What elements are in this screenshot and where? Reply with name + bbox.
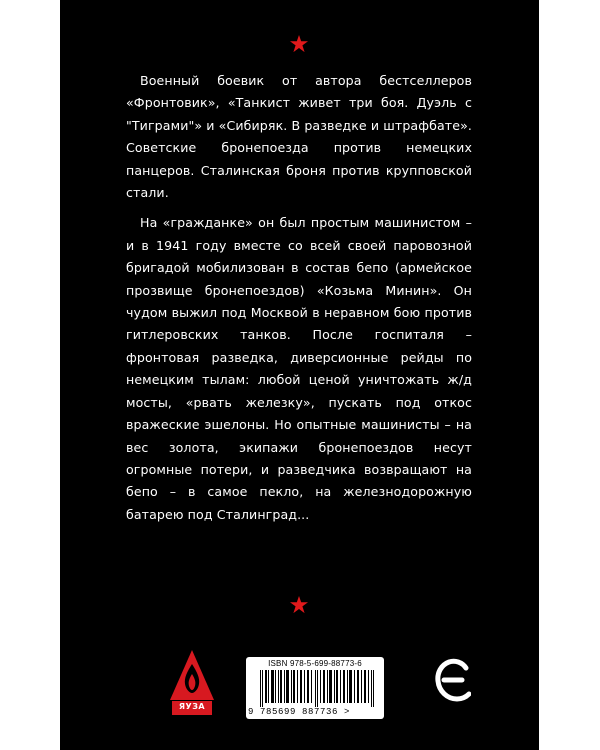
publisher-logo-label: ЯУЗА	[178, 702, 206, 711]
barcode-digits: 9 785699 887736 >	[248, 707, 351, 717]
isbn-barcode	[246, 657, 384, 719]
eksmo-publisher-logo-icon	[435, 658, 471, 702]
barcode-bars	[260, 670, 376, 707]
red-star-icon	[290, 35, 308, 53]
blurb-paragraph: На «гражданке» он был простым машинистом – и в 1941 году вместе со всей своей паровозной бригадой мобилизован в состав бепо (армейское прозвище бронепоездов) «Козьма Минин». Он чудом выжил под Москвой в неравном бою против гитлеровских танков. После госпиталя – фронтовая разведка, диверсионные рейды по немецким тылам: любой ценой уничтожать ж/д мосты, «рвать железку», пускать под откос вражеские эшелоны. Но опытные машинисты – на вес золота, экипажи бронепоездов несут огромные потери, и разведчика возвращают на бепо – в самое пекло, на железнодорожную батарею под Сталинград...	[126, 215, 472, 522]
isbn-number: ISBN 978-5-699-88773-6	[268, 659, 362, 668]
blurb-paragraph: Военный боевик от автора бестселлеров «Фронтовик», «Танкист живет три боя. Дуэль с "Тиграми"» и «Сибиряк. В разведке и штрафбате». Советские бронепоезда против немецких панцеров. Сталинская броня против крупповской стали.	[126, 73, 472, 201]
back-cover	[60, 0, 539, 750]
red-star-icon	[290, 596, 308, 614]
blurb-text	[126, 70, 472, 534]
